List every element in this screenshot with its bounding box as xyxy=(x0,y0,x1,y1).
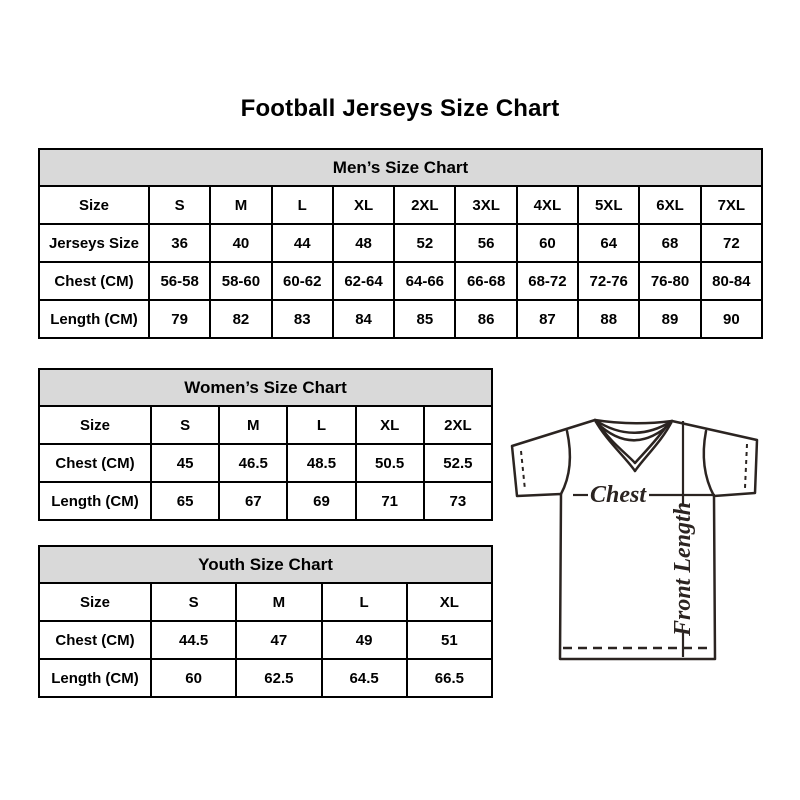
table-cell: 72 xyxy=(701,224,762,262)
chest-label: Chest xyxy=(589,482,647,508)
table-cell: 2XL xyxy=(394,186,455,224)
row-label: Jerseys Size xyxy=(39,224,149,262)
table-cell: XL xyxy=(333,186,394,224)
table-cell: 60 xyxy=(517,224,578,262)
table-row xyxy=(39,583,492,621)
table-title-row xyxy=(39,149,762,186)
womens-size-table xyxy=(38,368,493,521)
right-cuff-dashed-line xyxy=(745,444,747,488)
table-row xyxy=(39,262,762,300)
row-label: Size xyxy=(39,406,151,444)
table-cell: 65 xyxy=(151,482,219,520)
table-cell: 88 xyxy=(578,300,639,338)
table-cell: 49 xyxy=(322,621,407,659)
table-cell: 47 xyxy=(236,621,321,659)
table-cell: XL xyxy=(407,583,492,621)
table-cell: 56-58 xyxy=(149,262,210,300)
table-cell: 48 xyxy=(333,224,394,262)
table-cell: 6XL xyxy=(639,186,700,224)
table-title: Women’s Size Chart xyxy=(39,369,492,406)
table-title-row xyxy=(39,369,492,406)
table-cell: 36 xyxy=(149,224,210,262)
table-cell: 64 xyxy=(578,224,639,262)
table-cell: L xyxy=(287,406,355,444)
table-cell: 60-62 xyxy=(272,262,333,300)
table-cell: 44.5 xyxy=(151,621,236,659)
table-cell: 84 xyxy=(333,300,394,338)
table-cell: 58-60 xyxy=(210,262,271,300)
table-cell: XL xyxy=(356,406,424,444)
row-label: Size xyxy=(39,583,151,621)
table-row xyxy=(39,444,492,482)
table-cell: L xyxy=(272,186,333,224)
table-row xyxy=(39,659,492,697)
table-cell: 44 xyxy=(272,224,333,262)
left-sleeve-seam xyxy=(561,431,570,494)
table-cell: L xyxy=(322,583,407,621)
table-cell: 46.5 xyxy=(219,444,287,482)
row-label: Chest (CM) xyxy=(39,444,151,482)
row-label: Length (CM) xyxy=(39,482,151,520)
front-length-label: Front Length xyxy=(670,501,696,637)
table-cell: 5XL xyxy=(578,186,639,224)
table-title: Youth Size Chart xyxy=(39,546,492,583)
table-cell: 60 xyxy=(151,659,236,697)
table-cell: 40 xyxy=(210,224,271,262)
table-cell: 72-76 xyxy=(578,262,639,300)
table-row xyxy=(39,406,492,444)
table-cell: 66-68 xyxy=(455,262,516,300)
table-cell: 52.5 xyxy=(424,444,492,482)
row-label: Chest (CM) xyxy=(39,262,149,300)
table-cell: M xyxy=(210,186,271,224)
table-cell: S xyxy=(151,406,219,444)
table-cell: 66.5 xyxy=(407,659,492,697)
page-title: Football Jerseys Size Chart xyxy=(240,95,560,122)
table-cell: 86 xyxy=(455,300,516,338)
table-cell: 89 xyxy=(639,300,700,338)
table-cell: 80-84 xyxy=(701,262,762,300)
table-row xyxy=(39,482,492,520)
jersey-diagram xyxy=(505,393,780,673)
row-label: Length (CM) xyxy=(39,300,149,338)
table-cell: 85 xyxy=(394,300,455,338)
table-cell: 56 xyxy=(455,224,516,262)
table-cell: 45 xyxy=(151,444,219,482)
table-row xyxy=(39,224,762,262)
table-cell: 82 xyxy=(210,300,271,338)
row-label: Size xyxy=(39,186,149,224)
table-title-row xyxy=(39,546,492,583)
table-cell: 87 xyxy=(517,300,578,338)
left-cuff-dashed-line xyxy=(521,451,525,490)
table-row xyxy=(39,300,762,338)
table-cell: 68-72 xyxy=(517,262,578,300)
table-cell: S xyxy=(151,583,236,621)
table-cell: 52 xyxy=(394,224,455,262)
row-label: Length (CM) xyxy=(39,659,151,697)
table-cell: 51 xyxy=(407,621,492,659)
table-cell: 64-66 xyxy=(394,262,455,300)
table-cell: 71 xyxy=(356,482,424,520)
table-cell: S xyxy=(149,186,210,224)
table-cell: 76-80 xyxy=(639,262,700,300)
table-cell: 68 xyxy=(639,224,700,262)
table-cell: 79 xyxy=(149,300,210,338)
table-cell: 73 xyxy=(424,482,492,520)
table-cell: 62-64 xyxy=(333,262,394,300)
table-row xyxy=(39,186,762,224)
table-cell: 2XL xyxy=(424,406,492,444)
table-cell: 62.5 xyxy=(236,659,321,697)
table-cell: 67 xyxy=(219,482,287,520)
table-cell: 50.5 xyxy=(356,444,424,482)
table-title: Men’s Size Chart xyxy=(39,149,762,186)
row-label: Chest (CM) xyxy=(39,621,151,659)
table-cell: 48.5 xyxy=(287,444,355,482)
table-cell: M xyxy=(219,406,287,444)
table-cell: 83 xyxy=(272,300,333,338)
table-cell: 69 xyxy=(287,482,355,520)
table-row xyxy=(39,621,492,659)
table-cell: 3XL xyxy=(455,186,516,224)
table-cell: M xyxy=(236,583,321,621)
table-cell: 64.5 xyxy=(322,659,407,697)
youth-size-table xyxy=(38,545,493,698)
right-sleeve-seam xyxy=(704,431,714,496)
jersey-outline xyxy=(512,420,757,659)
table-cell: 7XL xyxy=(701,186,762,224)
table-cell: 4XL xyxy=(517,186,578,224)
mens-size-table xyxy=(38,148,763,339)
table-cell: 90 xyxy=(701,300,762,338)
